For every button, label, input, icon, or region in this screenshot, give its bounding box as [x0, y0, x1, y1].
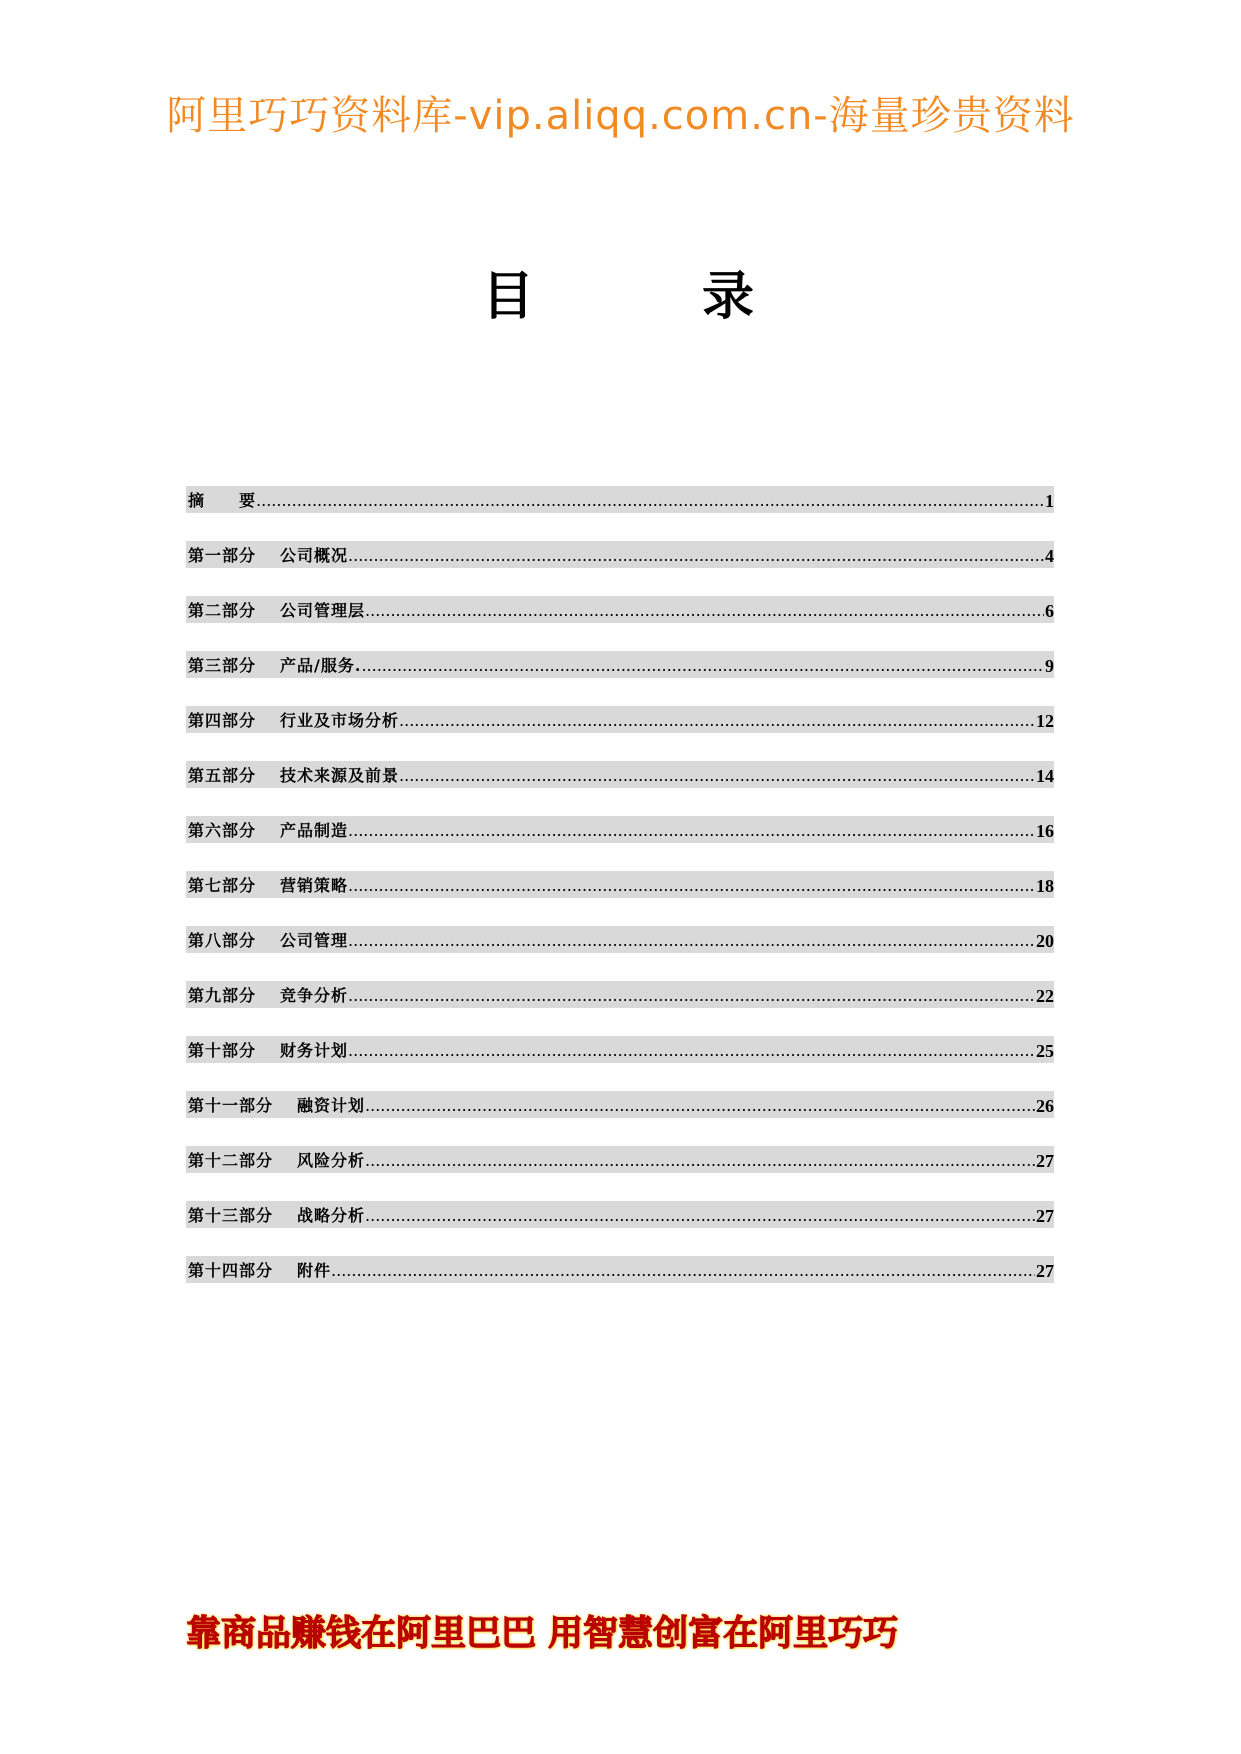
toc-dot-leader	[365, 1151, 1035, 1171]
toc-entry[interactable]	[186, 1256, 1054, 1283]
toc-entry[interactable]	[186, 596, 1054, 623]
toc-entry-page-number: 27	[1036, 1206, 1054, 1226]
toc-entry-part: 第六部分	[188, 821, 257, 840]
toc-entry-page-number: 6	[1045, 601, 1054, 621]
toc-entry-name: 技术来源及前景	[280, 766, 400, 785]
toc-entry-part: 第八部分	[188, 931, 257, 950]
toc-dot-leader	[331, 1261, 1035, 1281]
toc-entry-name: 产品制造	[280, 821, 349, 840]
toc-entry-name: 营销策略	[280, 876, 349, 895]
toc-entry-part: 第十部分	[188, 1041, 257, 1060]
toc-dot-leader	[361, 656, 1044, 676]
toc-entry-name: 产品/服务.	[280, 656, 362, 675]
toc-entry-name: 公司管理	[280, 931, 349, 950]
toc-entry-page-number: 22	[1036, 986, 1054, 1006]
toc-entry[interactable]	[186, 816, 1054, 843]
toc-entry[interactable]	[186, 761, 1054, 788]
toc-entry-page-number: 1	[1045, 491, 1054, 511]
toc-dot-leader	[348, 931, 1035, 951]
footer-banner: 靠商品赚钱在阿里巴巴 用智慧创富在阿里巧巧	[186, 1614, 899, 1654]
table-of-contents	[186, 486, 1054, 1311]
toc-entry[interactable]	[186, 1091, 1054, 1118]
toc-entry-page-number: 20	[1036, 931, 1054, 951]
toc-entry-page-number: 27	[1036, 1261, 1054, 1281]
toc-entry-name: 行业及市场分析	[280, 711, 400, 730]
toc-entry-part: 第十一部分	[188, 1096, 274, 1115]
toc-entry-part: 第二部分	[188, 601, 257, 620]
toc-dot-leader	[365, 1206, 1035, 1226]
toc-entry[interactable]	[186, 541, 1054, 568]
toc-entry[interactable]	[186, 1201, 1054, 1228]
toc-entry[interactable]	[186, 706, 1054, 733]
page-title-char-1: 目	[482, 267, 535, 327]
toc-entry[interactable]	[186, 486, 1054, 513]
toc-entry-name: 公司概况	[280, 546, 349, 565]
toc-entry-name: 附件	[297, 1261, 332, 1280]
toc-entry-part: 第五部分	[188, 766, 257, 785]
toc-entry[interactable]	[186, 1036, 1054, 1063]
toc-dot-leader	[348, 986, 1035, 1006]
toc-entry-name: 财务计划	[280, 1041, 349, 1060]
page-title-char-2: 录	[702, 267, 755, 327]
toc-entry-name: 风险分析	[297, 1151, 366, 1170]
toc-entry-name: 融资计划	[297, 1096, 366, 1115]
toc-dot-leader	[348, 876, 1035, 896]
toc-entry-part: 第十二部分	[188, 1151, 274, 1170]
toc-entry-part: 第九部分	[188, 986, 257, 1005]
toc-dot-leader	[348, 821, 1035, 841]
toc-entry-page-number: 18	[1036, 876, 1054, 896]
toc-entry-page-number: 4	[1045, 546, 1054, 566]
toc-entry[interactable]	[186, 651, 1054, 678]
toc-dot-leader	[256, 491, 1044, 511]
toc-entry-part: 第十四部分	[188, 1261, 274, 1280]
toc-dot-leader	[399, 711, 1035, 731]
toc-dot-leader	[348, 546, 1044, 566]
toc-entry-part: 第四部分	[188, 711, 257, 730]
toc-entry[interactable]	[186, 926, 1054, 953]
toc-entry-page-number: 26	[1036, 1096, 1054, 1116]
toc-entry-page-number: 16	[1036, 821, 1054, 841]
toc-dot-leader	[365, 601, 1044, 621]
toc-entry-page-number: 14	[1036, 766, 1054, 786]
toc-dot-leader	[348, 1041, 1035, 1061]
toc-entry-part: 第十三部分	[188, 1206, 274, 1225]
toc-entry-page-number: 12	[1036, 711, 1054, 731]
toc-entry-page-number: 27	[1036, 1151, 1054, 1171]
toc-entry-page-number: 9	[1045, 656, 1054, 676]
toc-entry[interactable]	[186, 1146, 1054, 1173]
page-title	[0, 262, 1241, 332]
toc-entry[interactable]	[186, 981, 1054, 1008]
toc-entry[interactable]	[186, 871, 1054, 898]
header-banner: 阿里巧巧资料库-vip.aliqq.com.cn-海量珍贵资料	[166, 93, 1075, 139]
toc-entry-part: 第三部分	[188, 656, 257, 675]
toc-dot-leader	[365, 1096, 1035, 1116]
toc-entry-name: 竞争分析	[280, 986, 349, 1005]
toc-entry-part: 第一部分	[188, 546, 257, 565]
toc-entry-name: 战略分析	[297, 1206, 366, 1225]
toc-entry-part: 摘 要	[188, 491, 257, 510]
toc-entry-page-number: 25	[1036, 1041, 1054, 1061]
toc-dot-leader	[399, 766, 1035, 786]
toc-entry-part: 第七部分	[188, 876, 257, 895]
toc-entry-name: 公司管理层	[280, 601, 366, 620]
